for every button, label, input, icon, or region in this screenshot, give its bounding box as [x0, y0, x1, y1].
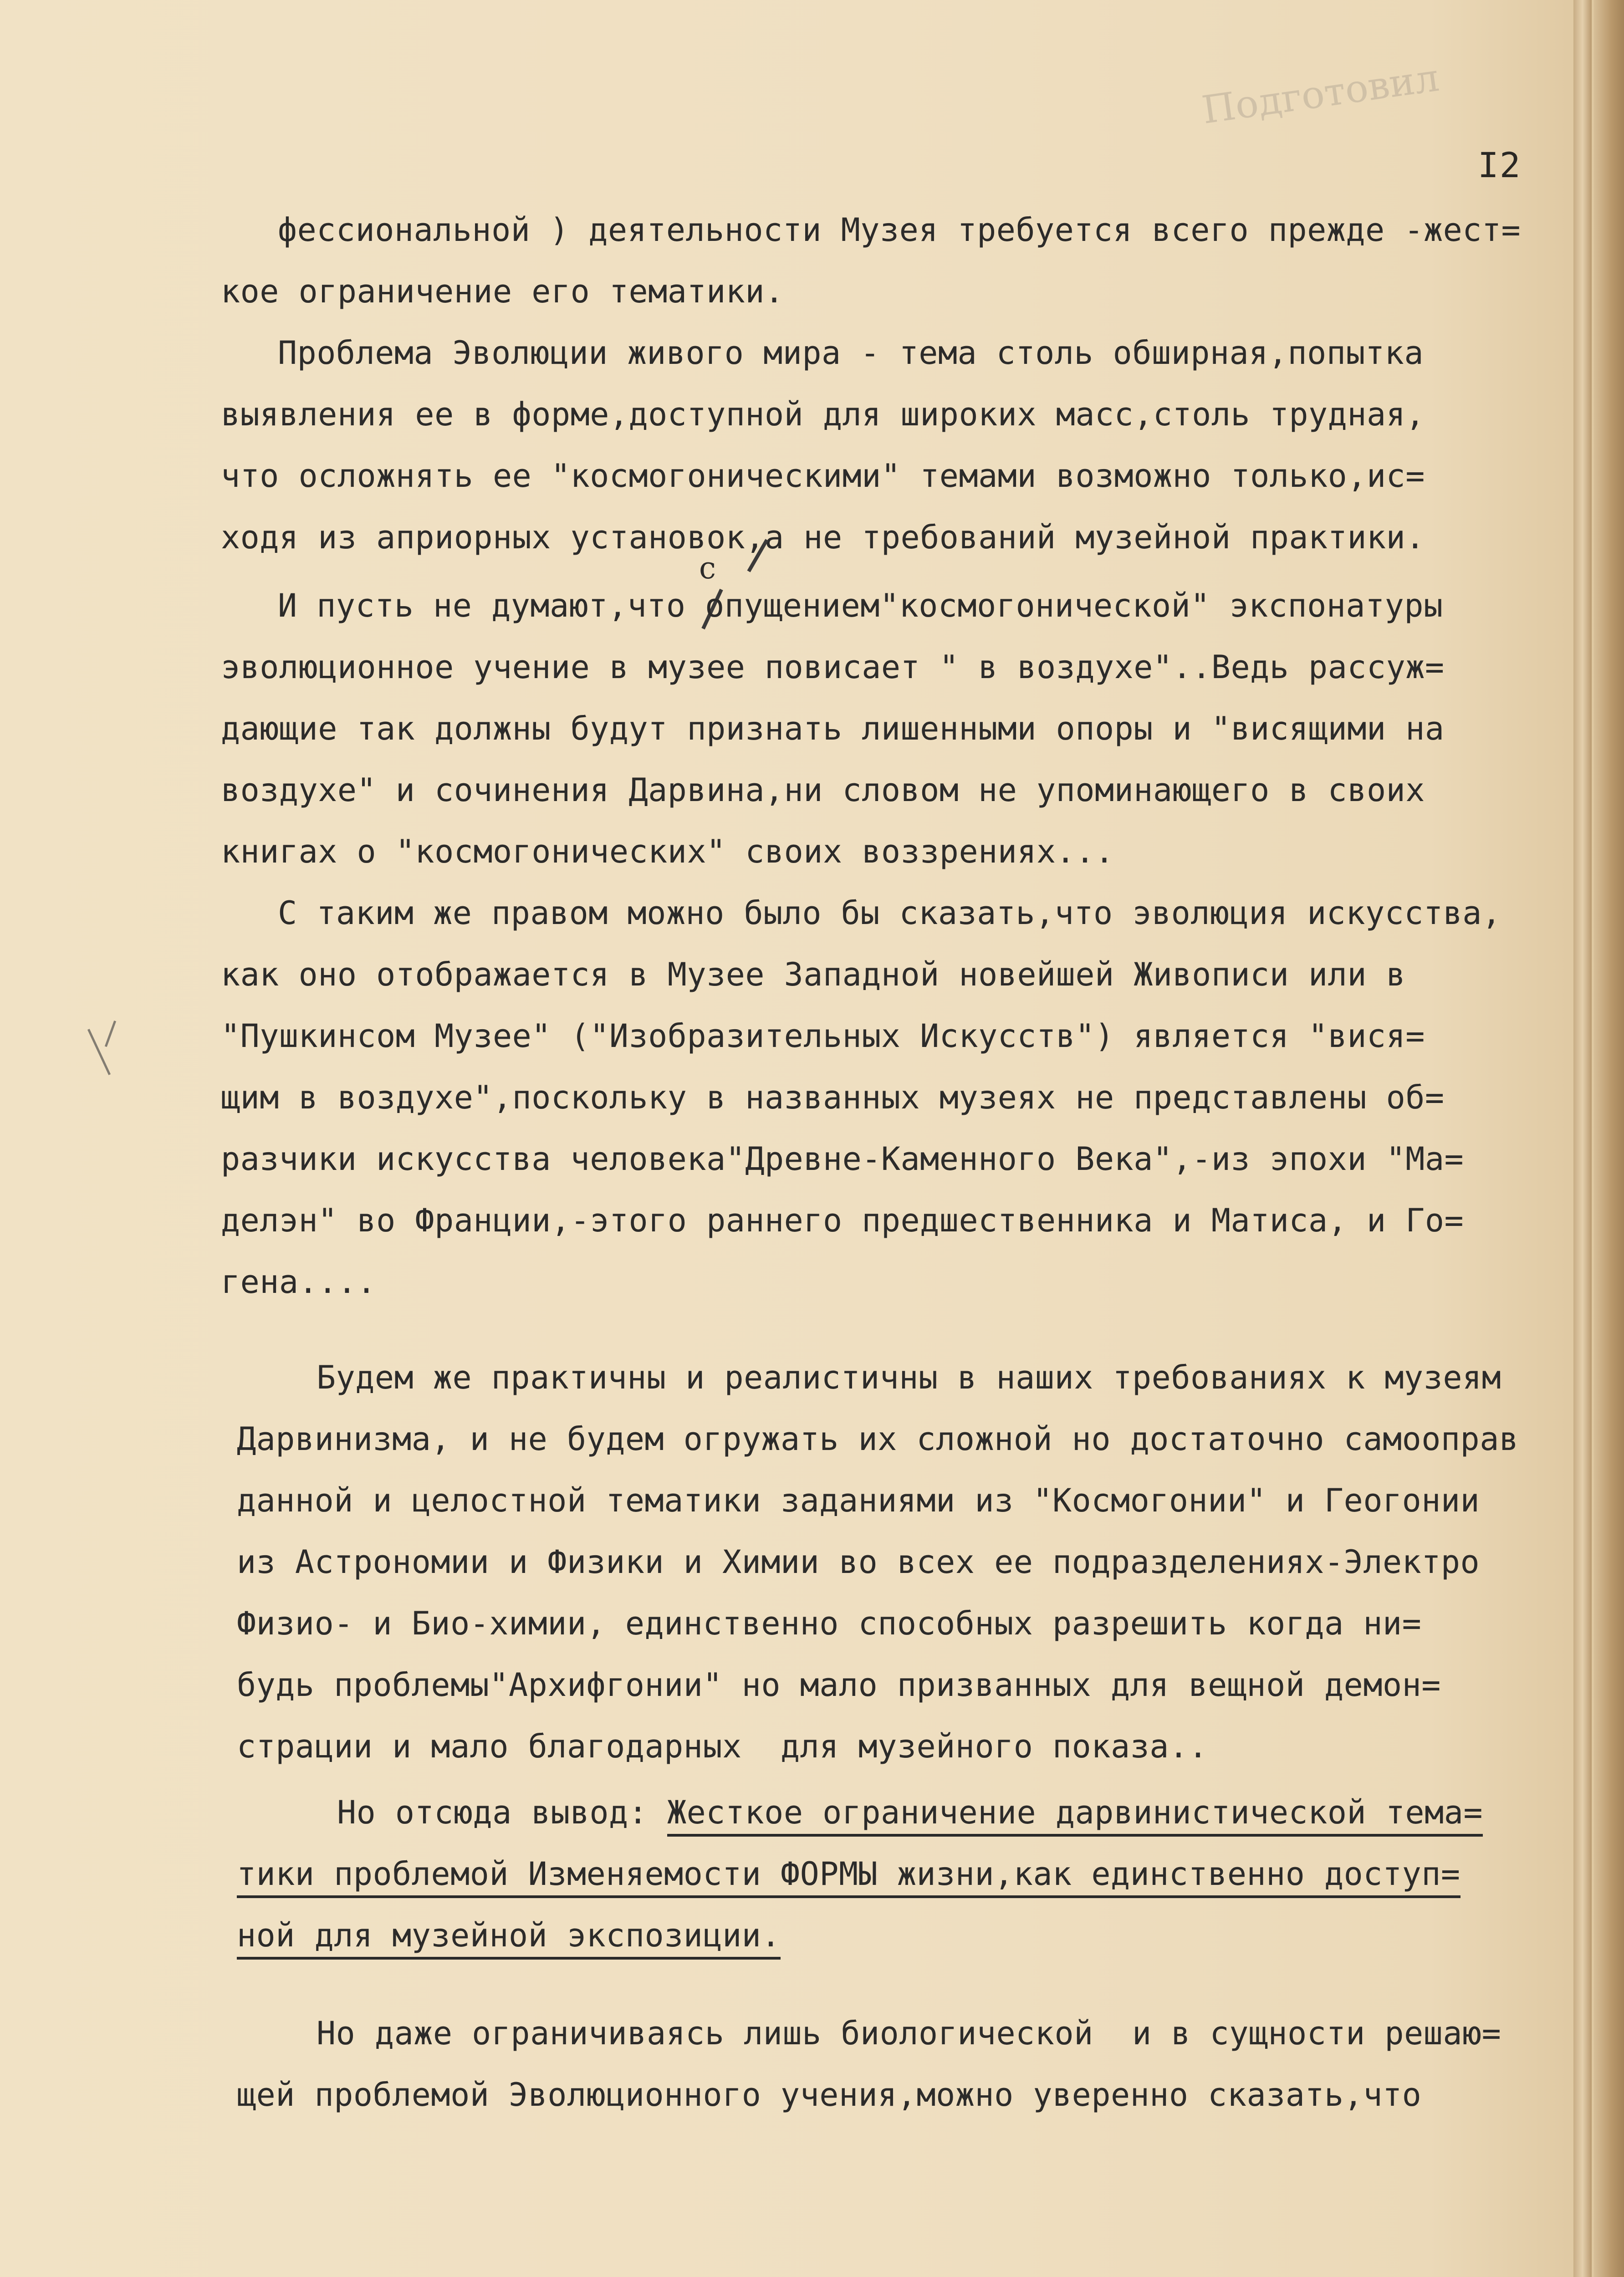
stacked-page-edge — [1573, 0, 1592, 2277]
text-line: ходя из априорных установок,а не требований музейной практики. — [221, 519, 1425, 556]
handwritten-insertion: с — [699, 551, 716, 586]
text-line — [237, 1855, 1461, 1893]
text-line: дающие так должны будут признать лишенными опоры и "висящими на — [221, 710, 1445, 747]
text-line: как оно отображается в Музее Западной новейшей Живописи или в — [221, 956, 1406, 993]
text-line: щей проблемой Эволюционного учения,можно уверенно сказать,что — [237, 2076, 1422, 2114]
text-line: Проблема Эволюции живого мира - тема столь обширная,попытка — [278, 334, 1424, 372]
text-line: книгах о "космогонических" своих воззрениях... — [221, 833, 1114, 870]
text-line: Дарвинизма, и не будем огружать их сложной но достаточно самооправ — [237, 1420, 1519, 1458]
text-line: будь проблемы"Архифгонии" но мало призванных для вещной демон= — [237, 1666, 1441, 1704]
text-line — [337, 1794, 1483, 1831]
text-line: И пусть не думают,что опущением"космогонической" экспонатуры — [278, 587, 1443, 624]
text-line: Но даже ограничиваясь лишь биологической и в сущности решаю= — [317, 2015, 1501, 2052]
text-line: Физио- и Био-химии, единственно способных разрешить когда ни= — [237, 1605, 1422, 1642]
text-line: разчики искусства человека"Древне-Каменного Века",-из эпохи "Ма= — [221, 1140, 1464, 1178]
stacked-page-edge — [1594, 0, 1624, 2277]
text-line — [237, 1917, 781, 1954]
conclusion-lead: Но отсюда вывод: — [337, 1794, 667, 1831]
text-line: страции и мало благодарных для музейного показа.. — [237, 1728, 1208, 1765]
page-number: I2 — [1478, 145, 1522, 185]
text-line: фессиональной ) деятельности Музея требуется всего прежде -жест= — [278, 211, 1521, 249]
text-line: С таким же правом можно было бы сказать,что эволюция искусства, — [278, 894, 1501, 932]
text-line: данной и целостной тематики заданиями из "Космогонии" и Геогонии — [237, 1482, 1480, 1519]
underlined-conclusion: ной для музейной экспозиции. — [237, 1917, 781, 1960]
text-line: щим в воздухе",поскольку в названных музеях не представлены об= — [221, 1079, 1445, 1116]
text-line: делэн" во Франции,-этого раннего предшественника и Матиса, и Го= — [221, 1202, 1464, 1239]
text-line: Будем же практичны и реалистичны в наших требованиях к музеям — [317, 1359, 1501, 1396]
text-line: эволюционное учение в музее повисает " в воздухе"..Ведь рассуж= — [221, 648, 1445, 686]
text-line: воздухе" и сочинения Дарвина,ни словом не упоминающего в своих — [221, 771, 1425, 809]
underlined-conclusion: Жесткое ограничение дарвинистической тема= — [667, 1794, 1483, 1837]
underlined-conclusion: тики проблемой Изменяемости ФОРМЫ жизни,как единственно доступ= — [237, 1855, 1461, 1898]
text-line: что осложнять ее "космогоническими" темами возможно только,ис= — [221, 457, 1425, 495]
text-line: "Пушкинсом Музее" ("Изобразительных Искусств") является "вися= — [221, 1017, 1425, 1055]
stamp-text: Подготовил — [1199, 55, 1442, 133]
text-line: кое ограничение его тематики. — [221, 273, 784, 310]
text-line: гена.... — [221, 1263, 377, 1301]
text-line: выявления ее в форме,доступной для широких масс,столь трудная, — [221, 396, 1425, 433]
text-line: из Астрономии и Физики и Химии во всех ее подразделениях-Электро — [237, 1543, 1480, 1581]
